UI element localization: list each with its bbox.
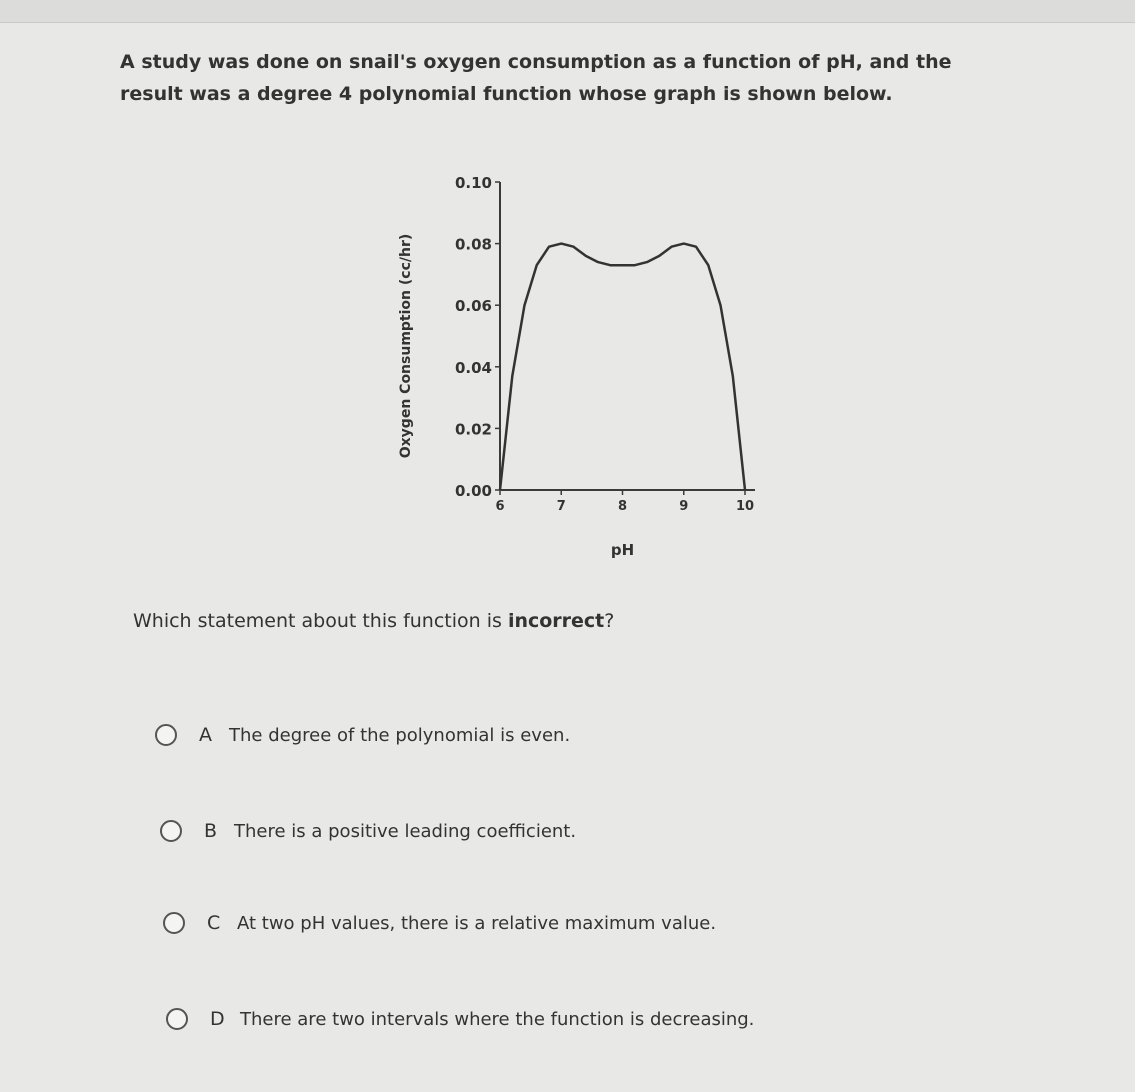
choice-c[interactable]: [163, 912, 716, 934]
series-line: [500, 244, 745, 490]
x-axis-label: pH: [610, 541, 635, 559]
radio-c-icon[interactable]: [163, 912, 185, 934]
y-tick-label: 0.06: [454, 297, 492, 316]
y-axis-label: Oxygen Consumption (cc/hr): [398, 233, 414, 459]
choice-b-letter: B: [204, 820, 218, 842]
choice-d-text: There are two intervals where the function is decreasing.: [240, 1008, 755, 1030]
y-tick-label: 0.00: [454, 482, 492, 500]
question-emphasis: incorrect: [507, 610, 605, 632]
x-tick-label: 8: [617, 499, 628, 514]
y-tick-label: 0.08: [454, 235, 492, 254]
y-tick-label: 0.04: [454, 358, 492, 377]
choice-a-text: The degree of the polynomial is even.: [229, 724, 571, 746]
choice-a[interactable]: [155, 724, 570, 746]
choice-c-text: At two pH values, there is a relative maximum value.: [237, 912, 717, 934]
choice-c-letter: C: [207, 912, 221, 934]
browser-top-strip: [0, 0, 1135, 23]
y-tick-label: 0.02: [454, 420, 492, 439]
question-prompt: A study was done on snail's oxygen consumption as a function of pH, and the result was a degree 4 polynomial function whose graph is shown below.: [120, 51, 952, 105]
x-tick-label: 10: [735, 499, 755, 514]
choice-b-text: There is a positive leading coefficient.: [234, 820, 577, 842]
choice-d-letter: D: [210, 1008, 225, 1030]
oxygen-consumption-chart: [380, 160, 800, 580]
x-tick-label: 6: [495, 499, 505, 514]
choice-b[interactable]: [160, 820, 576, 842]
x-tick-label: 7: [556, 499, 566, 514]
radio-a-icon[interactable]: [155, 724, 177, 746]
radio-b-icon[interactable]: [160, 820, 182, 842]
question-prefix: Which statement about this function is: [133, 610, 508, 632]
choice-a-letter: A: [199, 724, 212, 746]
radio-d-icon[interactable]: [166, 1008, 188, 1030]
question-suffix: ?: [604, 610, 615, 632]
x-tick-label: 9: [679, 499, 689, 514]
chart-svg: [380, 160, 800, 580]
y-tick-label: 0.10: [454, 174, 492, 192]
question-text: [133, 610, 614, 632]
choice-d[interactable]: [166, 1008, 754, 1030]
